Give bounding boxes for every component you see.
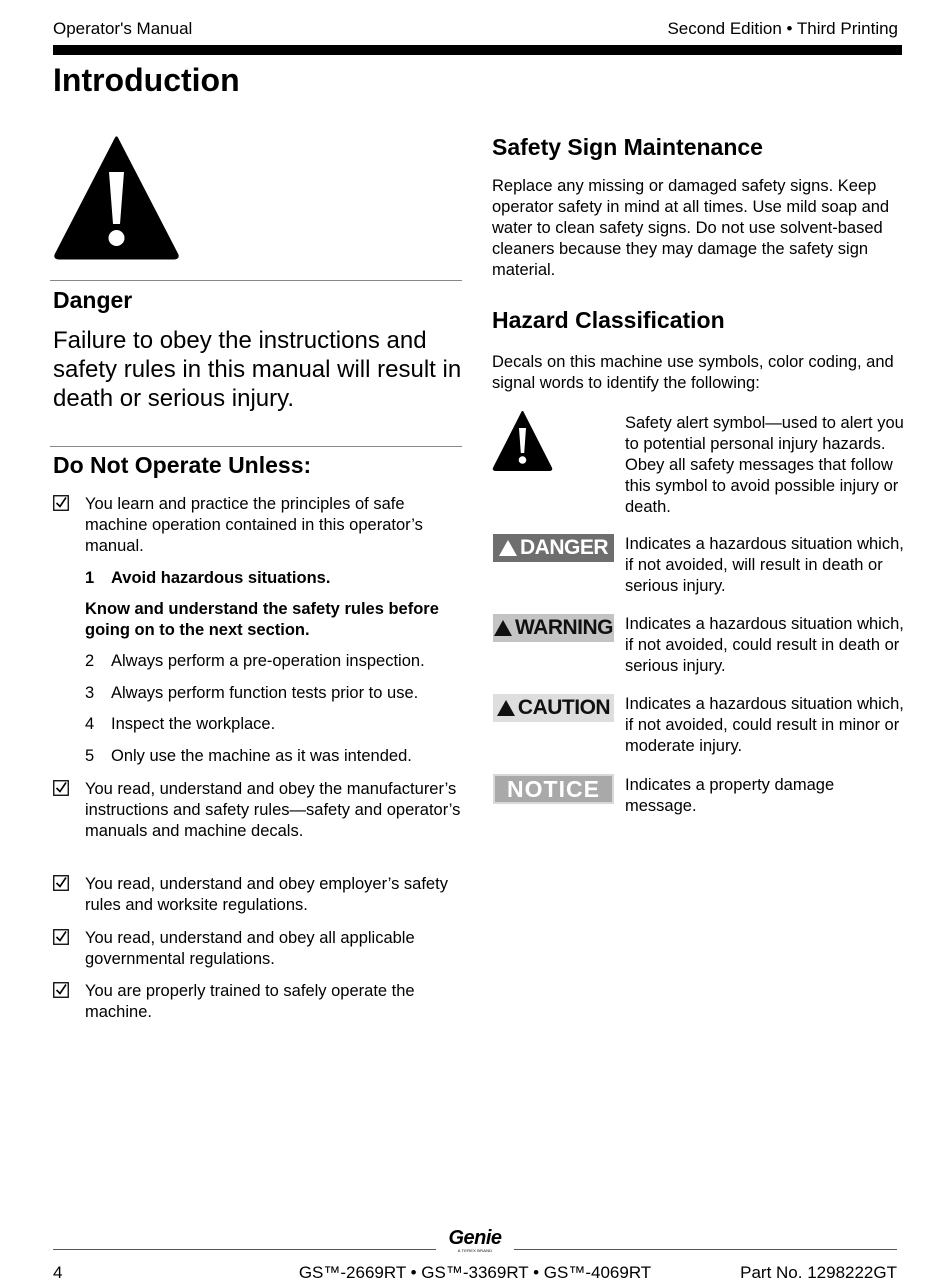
page-title: Introduction	[53, 62, 240, 98]
warning-description: Indicates a hazardous situation which, if not avoided, could result in death or serious injury.	[625, 615, 904, 675]
logo-tagline: A TEREX BRAND	[457, 1248, 493, 1253]
section-divider	[50, 446, 462, 447]
section-divider	[50, 280, 462, 281]
checkbox-checked-icon	[53, 982, 69, 998]
hazard-classification-intro: Decals on this machine use symbols, color coding, and signal words to identify the following:	[492, 353, 894, 392]
warning-triangle-icon	[53, 134, 180, 260]
step-item	[85, 651, 475, 672]
checkbox-checked-icon	[53, 495, 69, 511]
checklist-item	[53, 494, 463, 557]
notice-signal-word	[493, 774, 614, 804]
step-text: Always perform a pre-operation inspection.	[111, 652, 425, 670]
step-number: 3	[85, 684, 95, 702]
caution-description: Indicates a hazardous situation which, if not avoided, could result in minor or moderate injury.	[625, 695, 904, 755]
alert-triangle-icon	[497, 700, 515, 716]
checklist-item-text: You read, understand and obey all applicable governmental regulations.	[85, 929, 415, 968]
danger-statement: Failure to obey the instructions and safety rules in this manual will result in death or serious injury.	[53, 327, 462, 412]
step-item	[85, 714, 475, 735]
checkbox-checked-icon	[53, 780, 69, 796]
header-manual-name: Operator's Manual	[53, 19, 193, 38]
safety-alert-symbol-icon	[492, 409, 553, 472]
checklist-item	[53, 928, 463, 970]
step-note: Know and understand the safety rules before going on to the next section.	[85, 600, 439, 639]
checklist-item	[53, 981, 463, 1023]
step-number: 4	[85, 715, 95, 733]
step-text: Always perform function tests prior to use.	[111, 684, 419, 702]
notice-description: Indicates a property damage message.	[625, 776, 835, 815]
alert-triangle-icon	[494, 620, 512, 636]
checklist-item	[53, 779, 463, 842]
hazard-classification-heading: Hazard Classification	[492, 307, 725, 333]
signal-word-label: WARNING	[515, 616, 613, 639]
step-number: 1	[85, 569, 95, 587]
do-not-operate-heading: Do Not Operate Unless:	[53, 452, 312, 478]
header-edition: Second Edition • Third Printing	[667, 19, 898, 38]
safety-alert-description: Safety alert symbol—used to alert you to potential personal injury hazards. Obey all safety messages that follow this symbol to avoid possible injury or death.	[625, 414, 904, 516]
header-rule	[53, 45, 902, 55]
footer-part-number: Part No. 1298222GT	[740, 1263, 897, 1282]
signal-word-label: DANGER	[519, 536, 608, 559]
checklist-item-text: You read, understand and obey the manufacturer’s instructions and safety rules—safety and operator’s manuals and machine decals.	[85, 780, 461, 840]
logo-wordmark: Genie	[448, 1227, 502, 1249]
footer-rule	[514, 1249, 897, 1250]
danger-heading: Danger	[53, 287, 133, 313]
checklist-item	[53, 874, 463, 916]
step-text: Avoid hazardous situations.	[111, 569, 331, 587]
safety-sign-maintenance-text: Replace any missing or damaged safety signs. Keep operator safety in mind at all times. Use mild soap and water to clean safety signs. Do not use solvent-based cleaners because they may damage the safety sign material.	[492, 177, 890, 279]
warning-signal-word	[493, 614, 614, 642]
signal-word-label: NOTICE	[507, 775, 600, 802]
checklist-item-text: You read, understand and obey employer’s safety rules and worksite regulations.	[85, 875, 448, 914]
step-item	[85, 568, 475, 589]
alert-triangle-icon	[499, 540, 517, 556]
step-number: 2	[85, 652, 95, 670]
step-text: Inspect the workplace.	[111, 715, 276, 733]
footer-model-numbers: GS™-2669RT • GS™-3369RT • GS™-4069RT	[298, 1263, 652, 1282]
caution-signal-word	[493, 694, 614, 722]
checklist-item-text: You are properly trained to safely operate the machine.	[85, 982, 415, 1021]
step-item	[85, 683, 475, 704]
safety-sign-maintenance-heading: Safety Sign Maintenance	[492, 134, 763, 160]
signal-word-label: CAUTION	[517, 696, 611, 719]
footer-rule	[53, 1249, 436, 1250]
genie-logo	[440, 1228, 510, 1253]
checkbox-checked-icon	[53, 875, 69, 891]
page-number: 4	[53, 1263, 63, 1282]
step-item	[85, 746, 475, 767]
danger-description: Indicates a hazardous situation which, if not avoided, will result in death or serious injury.	[625, 535, 904, 595]
step-text: Only use the machine as it was intended.	[111, 747, 412, 765]
checklist-item-text: You learn and practice the principles of safe machine operation contained in this operator’s manual.	[85, 495, 423, 555]
checkbox-checked-icon	[53, 929, 69, 945]
danger-signal-word	[493, 534, 614, 562]
step-number: 5	[85, 747, 95, 765]
